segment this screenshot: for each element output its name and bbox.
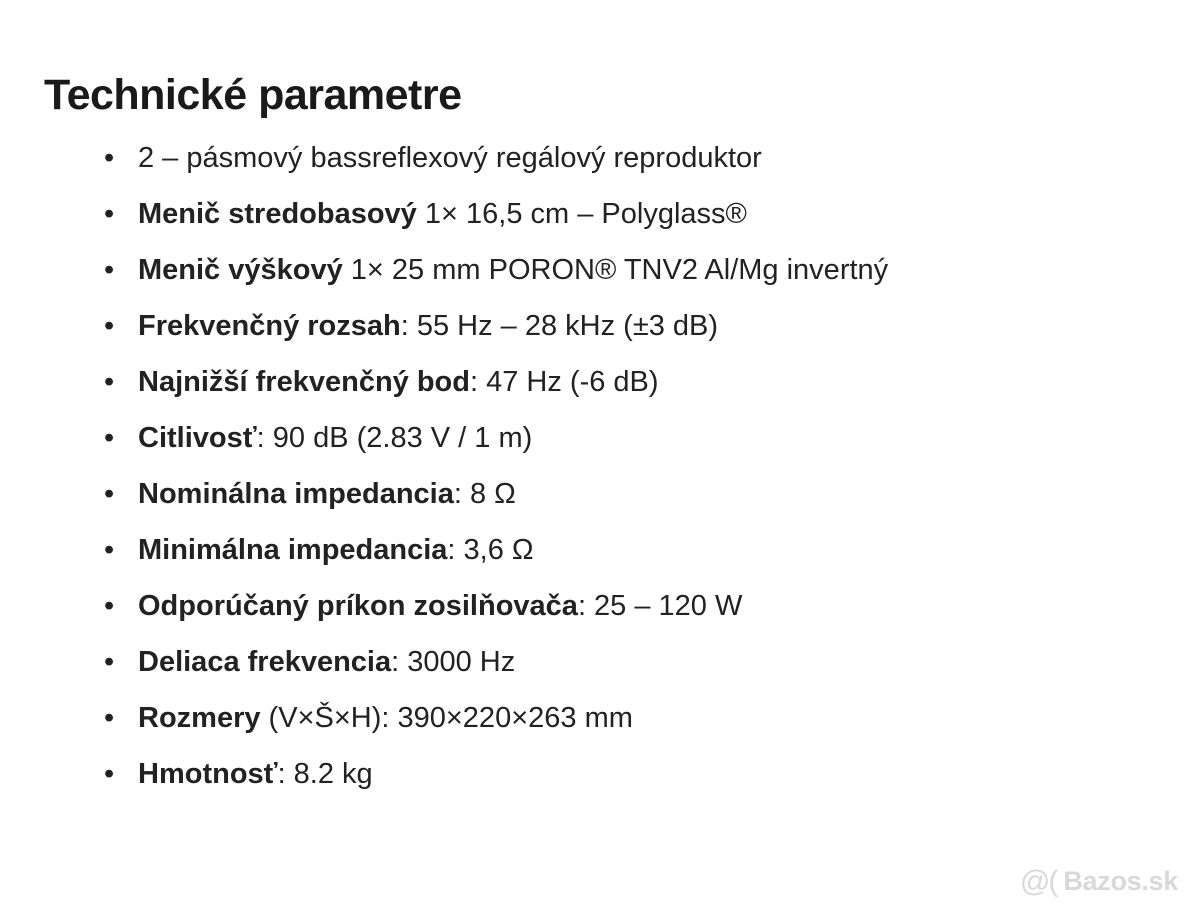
spec-label: Najnižší frekvenčný bod	[138, 365, 470, 398]
spec-label: Nominálna impedancia	[138, 477, 454, 510]
page-title: Technické parametre	[44, 71, 462, 119]
bullet-icon: •	[104, 478, 115, 511]
spec-label: Menič stredobasový	[138, 197, 417, 230]
list-item	[104, 141, 1140, 175]
spec-value: 1× 16,5 cm – Polyglass®	[416, 197, 747, 230]
spec-label: Minimálna impedancia	[138, 533, 448, 566]
spec-label: Frekvenčný rozsah	[138, 309, 401, 342]
list-item	[104, 365, 1140, 399]
spec-value: : 47 Hz (-6 dB)	[470, 365, 659, 398]
list-item	[104, 701, 1140, 735]
bullet-icon: •	[104, 534, 115, 567]
specification-list	[44, 141, 1140, 791]
list-item	[104, 645, 1140, 679]
bullet-icon: •	[104, 254, 115, 287]
bullet-icon: •	[104, 366, 115, 399]
watermark-logo-icon: @(	[1019, 864, 1057, 898]
spec-label: Hmotnosť	[138, 757, 278, 790]
list-item	[104, 757, 1140, 791]
spec-value: : 8.2 kg	[277, 757, 373, 790]
list-item	[104, 421, 1140, 455]
spec-value: 1× 25 mm PORON® TNV2 Al/Mg invertný	[342, 253, 889, 286]
list-item	[104, 197, 1140, 231]
spec-value: : 25 – 120 W	[577, 589, 743, 622]
spec-label: Menič výškový	[138, 253, 343, 286]
spec-value: 2 – pásmový bassreflexový regálový reproduktor	[138, 141, 762, 174]
spec-label: Deliaca frekvencia	[138, 645, 392, 678]
spec-label: Citlivosť	[138, 421, 257, 454]
watermark-text: Bazos.sk	[1063, 866, 1178, 896]
list-item	[104, 309, 1140, 343]
spec-value: (V×Š×H): 390×220×263 mm	[260, 701, 633, 734]
bullet-icon: •	[104, 198, 115, 231]
spec-value: : 3000 Hz	[391, 645, 516, 678]
spec-label: Odporúčaný príkon zosilňovača	[138, 589, 578, 622]
bullet-icon: •	[104, 702, 115, 735]
list-item	[104, 589, 1140, 623]
bullet-icon: •	[104, 590, 115, 623]
watermark	[1020, 866, 1178, 897]
spec-value: : 90 dB (2.83 V / 1 m)	[256, 421, 533, 454]
bullet-icon: •	[104, 310, 115, 343]
spec-label: Rozmery	[138, 701, 261, 734]
list-item	[104, 533, 1140, 567]
spec-value: : 3,6 Ω	[447, 533, 534, 566]
bullet-icon: •	[104, 142, 115, 175]
list-item	[104, 477, 1140, 511]
spec-value: : 55 Hz – 28 kHz (±3 dB)	[400, 309, 719, 342]
list-item	[104, 253, 1140, 287]
bullet-icon: •	[104, 422, 115, 455]
spec-value: : 8 Ω	[453, 477, 516, 510]
bullet-icon: •	[104, 758, 115, 791]
bullet-icon: •	[104, 646, 115, 679]
